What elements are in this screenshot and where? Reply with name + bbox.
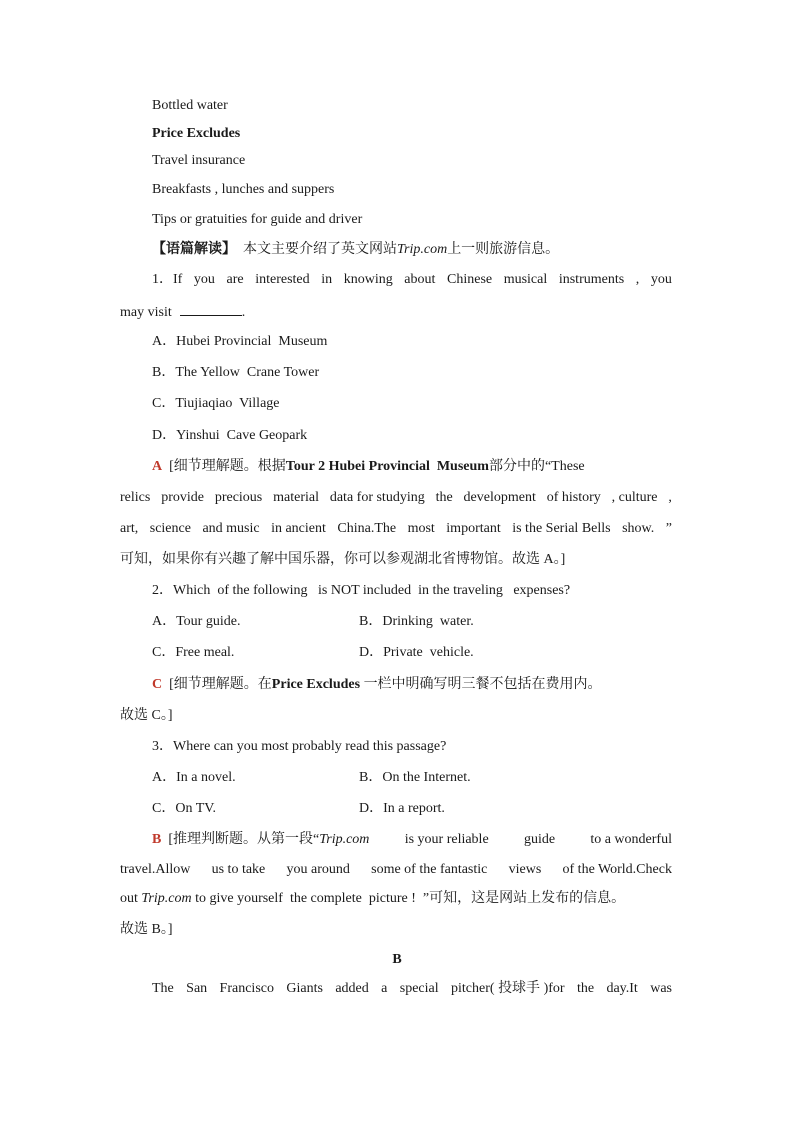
- site-name: Trip.com: [141, 891, 192, 906]
- word: 1．If: [152, 272, 183, 287]
- reading-summary: [152, 240, 559, 260]
- explanation-text: 一栏中明确写明三餐不包括在费用内。: [363, 677, 602, 692]
- word: data for studying: [329, 490, 425, 505]
- word: Chinese: [447, 272, 493, 287]
- price-includes-item: Bottled water: [152, 98, 228, 113]
- word: ”: [665, 521, 672, 536]
- word: development: [463, 490, 536, 505]
- word: of history: [546, 490, 601, 505]
- word: The: [152, 981, 174, 996]
- word: )for: [543, 981, 565, 996]
- explanation-line: 故选 C。]: [120, 708, 173, 723]
- word: ,: [635, 272, 640, 287]
- word: .: [241, 305, 246, 320]
- word: Giants: [286, 981, 323, 996]
- word: you: [193, 272, 215, 287]
- question-3-stem: 3．Where can you most probably read this passage?: [152, 739, 447, 754]
- explanation-line: 可知，如果你有兴趣了解中国乐器，你可以参观湖北省博物馆。故选 A。]: [120, 552, 566, 567]
- word: views: [508, 862, 542, 877]
- question-3-option-a: A．In a novel.: [152, 770, 236, 785]
- word: the: [576, 981, 595, 996]
- question-3-option-c: C．On TV.: [152, 801, 217, 816]
- word: was: [650, 981, 672, 996]
- word: are: [226, 272, 244, 287]
- word: travel.Allow: [120, 862, 191, 877]
- word: us to take: [211, 862, 266, 877]
- answer-letter: C: [152, 677, 163, 692]
- question-1-option-a: A．Hubei Provincial Museum: [152, 334, 328, 349]
- answer-blank: [180, 301, 242, 316]
- explanation-bold: Tour 2 Hubei Provincial Museum: [285, 459, 489, 474]
- price-excludes-heading: Price Excludes: [152, 126, 241, 141]
- price-excludes-item: Breakfasts , lunches and suppers: [152, 182, 335, 197]
- word: science: [149, 521, 191, 536]
- section-b-first-line: [152, 979, 672, 999]
- price-excludes-item: Travel insurance: [152, 153, 246, 168]
- word: ,: [668, 490, 672, 505]
- word: in ancient: [271, 521, 326, 536]
- explanation-bold: Price Excludes: [271, 677, 361, 692]
- explanation-line: [120, 488, 672, 508]
- word: out: [120, 891, 142, 906]
- question-2-option-a: A．Tour guide.: [152, 614, 241, 629]
- price-excludes-item: Tips or gratuities for guide and driver: [152, 212, 363, 227]
- question-3-explanation: [152, 830, 672, 850]
- explanation-line: 故选 B。]: [120, 922, 173, 937]
- question-2-option-d: D．Private vehicle.: [359, 645, 474, 660]
- word: material: [273, 490, 319, 505]
- site-name: Trip.com: [319, 832, 370, 847]
- reading-label: 【语篇解读】: [152, 242, 236, 257]
- explanation-line: [120, 889, 625, 909]
- question-1-stem: [152, 270, 672, 290]
- reading-text: 本文主要介绍了英文网站: [236, 242, 397, 257]
- question-2-option-b: B．Drinking water.: [359, 614, 474, 629]
- site-name: Trip.com: [397, 242, 448, 257]
- explanation-line: [120, 860, 672, 880]
- question-2-option-c: C．Free meal.: [152, 645, 235, 660]
- section-heading: B: [392, 952, 402, 967]
- reading-text: 上一则旅游信息。: [447, 242, 560, 257]
- word: is the Serial Bells: [512, 521, 611, 536]
- word: in: [321, 272, 333, 287]
- question-1-option-c: C．Tiujiaqiao Village: [152, 396, 280, 411]
- word: art,: [120, 521, 139, 536]
- question-1-option-d: D．Yinshui Cave Geopark: [152, 428, 308, 443]
- word: relics: [120, 490, 151, 505]
- word: the: [435, 490, 453, 505]
- word: pitcher(: [451, 981, 495, 996]
- explanation-text: 部分中的“These: [488, 459, 585, 474]
- word: musical: [503, 272, 548, 287]
- word: is your reliable: [404, 832, 489, 847]
- word: 投球手: [498, 981, 541, 996]
- word: knowing: [343, 272, 393, 287]
- word: provide: [161, 490, 204, 505]
- word: to a wonderful: [590, 832, 672, 847]
- word: show.: [622, 521, 655, 536]
- word: you: [650, 272, 672, 287]
- question-1-option-b: B．The Yellow Crane Tower: [152, 365, 320, 380]
- word: you around: [286, 862, 350, 877]
- question-2-explanation: [152, 675, 602, 695]
- word: China.The: [337, 521, 397, 536]
- word: San: [186, 981, 208, 996]
- word: may visit: [120, 305, 172, 320]
- word: important: [446, 521, 501, 536]
- word: day.It: [606, 981, 638, 996]
- question-3-option-b: B．On the Internet.: [359, 770, 471, 785]
- word: added: [335, 981, 369, 996]
- word: , culture: [611, 490, 658, 505]
- word: and music: [202, 521, 260, 536]
- answer-letter: B: [152, 832, 162, 847]
- explanation-text: to give yourself the complete picture ! ”可知，这是网站上发布的信息。: [191, 891, 626, 906]
- word: of the World.Check: [562, 862, 672, 877]
- question-3-option-d: D．In a report.: [359, 801, 445, 816]
- word: instruments: [558, 272, 625, 287]
- word: most: [407, 521, 435, 536]
- word: interested: [255, 272, 310, 287]
- word: special: [399, 981, 439, 996]
- word: about: [404, 272, 436, 287]
- explanation-text: [细节理解题。在: [169, 677, 272, 692]
- explanation-line: [120, 519, 672, 539]
- word: Francisco: [219, 981, 274, 996]
- word: guide: [523, 832, 556, 847]
- question-1-explanation: [152, 457, 585, 477]
- word: some of the fantastic: [371, 862, 488, 877]
- explanation-text: [细节理解题。根据: [169, 459, 286, 474]
- word: precious: [214, 490, 263, 505]
- word: a: [381, 981, 388, 996]
- answer-letter: A: [152, 459, 163, 474]
- question-1-stem-cont: [120, 301, 245, 323]
- explanation-text: [推理判断题。从第一段“: [168, 832, 320, 847]
- question-2-stem: 2．Which of the following is NOT included in the traveling expenses?: [152, 583, 571, 598]
